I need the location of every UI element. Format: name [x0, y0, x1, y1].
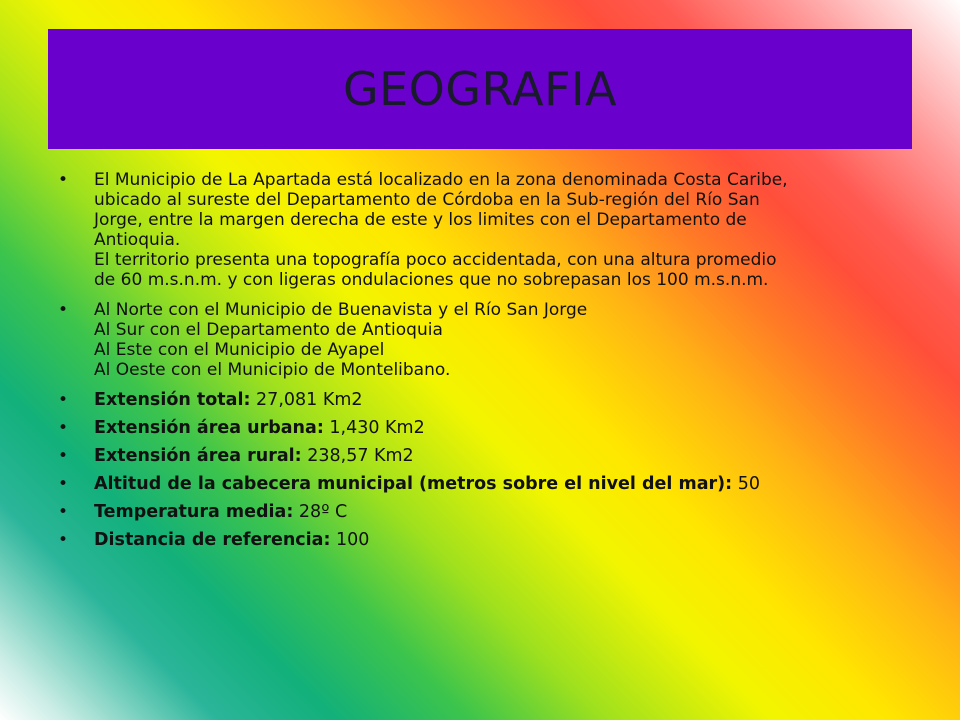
title-banner — [48, 29, 912, 149]
list-item-location — [58, 170, 878, 290]
stat-value: 50 — [732, 474, 761, 494]
stat-value: 28º C — [293, 502, 348, 522]
stat-label: Altitud de la cabecera municipal (metros sobre el nivel del mar): — [94, 474, 733, 494]
text-line: El territorio presenta una topografía poco accidentada, con una altura promedio — [94, 250, 777, 270]
stat-label: Temperatura media: — [94, 502, 294, 522]
stat-label: Extensión área rural: — [94, 446, 302, 466]
stat-label: Extensión área urbana: — [94, 418, 324, 438]
text-line: Al Sur con el Departamento de Antioquia — [94, 320, 443, 340]
list-item-reference-distance — [58, 530, 878, 550]
bullet-list — [58, 170, 878, 558]
text-line: Antioquia. — [94, 230, 181, 250]
stat-label: Extensión total: — [94, 390, 251, 410]
text-line: • Al Norte con el Municipio de Buenavista y el Río San Jorge — [94, 300, 588, 320]
text-line: Al Este con el Municipio de Ayapel — [94, 340, 385, 360]
slide-title: GEOGRAFIA — [342, 62, 618, 116]
list-item-temperature — [58, 502, 878, 522]
stat-value: 238,57 Km2 — [301, 446, 414, 466]
stat-label: Distancia de referencia: — [94, 530, 331, 550]
list-item-boundaries — [58, 300, 878, 380]
stat-value: 27,081 Km2 — [250, 390, 363, 410]
text-line: Al Oeste con el Municipio de Montelibano. — [94, 360, 451, 380]
list-item-rural-area — [58, 446, 878, 466]
stat-value: 100 — [330, 530, 370, 550]
text-line: • El Municipio de La Apartada está localizado en la zona denominada Costa Caribe, — [94, 170, 788, 190]
text-line: de 60 m.s.n.m. y con ligeras ondulaciones que no sobrepasan los 100 m.s.n.m. — [94, 270, 769, 290]
text-line: Jorge, entre la margen derecha de este y los limites con el Departamento de — [94, 210, 747, 230]
stat-value: 1,430 Km2 — [323, 418, 425, 438]
list-item-altitude — [58, 474, 878, 494]
list-item-total-area — [58, 390, 878, 410]
list-item-urban-area — [58, 418, 878, 438]
text-line: ubicado al sureste del Departamento de Córdoba en la Sub-región del Río San — [94, 190, 760, 210]
